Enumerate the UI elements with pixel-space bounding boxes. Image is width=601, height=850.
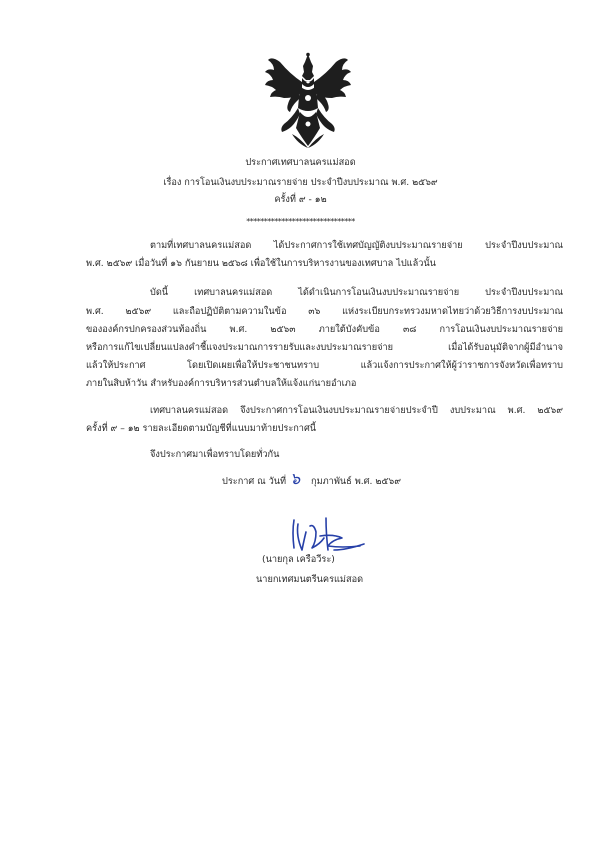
closing-statement: จึงประกาศมาเพื่อทราบโดยทั่วกัน — [150, 449, 280, 460]
paragraph-2-line-6: ภายในสิบห้าวัน สำหรับองค์การบริหารส่วนตำบลให้แจ้งแก่นายอำเภอ — [86, 378, 357, 389]
paragraph-3-line-1: เทศบาลนครแม่สอด จึงประกาศการโอนเงินงบประมาณรายจ่ายประจำปี งบประมาณ พ.ศ. ๒๕๖๙ — [150, 405, 563, 416]
paragraph-2-line-1: บัดนี้ เทศบาลนครแม่สอด ได้ดำเนินการโอนเงินงบประมาณรายจ่าย ประจำปีงบประมาณ — [150, 287, 563, 298]
paragraph-2-line-4: หรือการแก้ไขเปลี่ยนแปลงคำชี้แจงประมาณการรายรับและงบประมาณรายจ่าย เมื่อได้รับอนุมัติจากผู้มีอำนาจ — [86, 342, 563, 353]
paragraph-1-line-1: ตามที่เทศบาลนครแม่สอด ได้ประกาศการใช้เทศบัญญัติงบประมาณรายจ่าย ประจำปีงบประมาณ — [150, 240, 563, 251]
paragraph-2-line-3: ขององค์กรปกครองส่วนท้องถิ่น พ.ศ. ๒๕๖๓ ภายใต้บังคับข้อ ๓๘ การโอนเงินงบประมาณรายจ่าย — [86, 324, 563, 335]
handwritten-day: ๖ — [290, 469, 301, 488]
document-round: ครั้งที่ ๙ - ๑๒ — [274, 194, 327, 205]
divider-stars: ******************************* — [246, 217, 355, 226]
document-subject: เรื่อง การโอนเงินงบประมาณรายจ่าย ประจำปีงบประมาณ พ.ศ. ๒๕๖๙ — [163, 177, 438, 188]
document-title: ประกาศเทศบาลนครแม่สอด — [245, 157, 356, 168]
signer-name: (นายกุล เครือวีระ) — [262, 554, 335, 565]
signer-position: นายกเทศมนตรีนครแม่สอด — [256, 574, 364, 585]
date-suffix: กุมภาพันธ์ พ.ศ. ๒๕๖๙ — [311, 476, 401, 487]
date-prefix: ประกาศ ณ วันที่ — [222, 476, 287, 487]
signature-scribble-icon — [280, 510, 370, 560]
paragraph-1-line-2: พ.ศ. ๒๕๖๙ เมื่อวันที่ ๑๖ กันยายน ๒๕๖๘ เพื่อใช้ในการบริหารงานของเทศบาล ไปแล้วนั้น — [86, 258, 436, 269]
paragraph-2-line-2: พ.ศ. ๒๕๖๙ และถือปฏิบัติตามความในข้อ ๓๖ แห่งระเบียบกระทรวงมหาดไทยว่าด้วยวิธีการงบประมาณ — [86, 306, 563, 317]
garuda-emblem-icon — [262, 52, 354, 148]
paragraph-2-line-5: แล้วให้ประกาศ โดยเปิดเผยเพื่อให้ประชาชนทราบ แล้วแจ้งการประกาศให้ผู้ว่าราชการจังหวัดเพื่อทราบ — [86, 360, 563, 371]
paragraph-3-line-2: ครั้งที่ ๙ – ๑๒ รายละเอียดตามบัญชีที่แนบมาท้ายประกาศนี้ — [86, 423, 317, 434]
